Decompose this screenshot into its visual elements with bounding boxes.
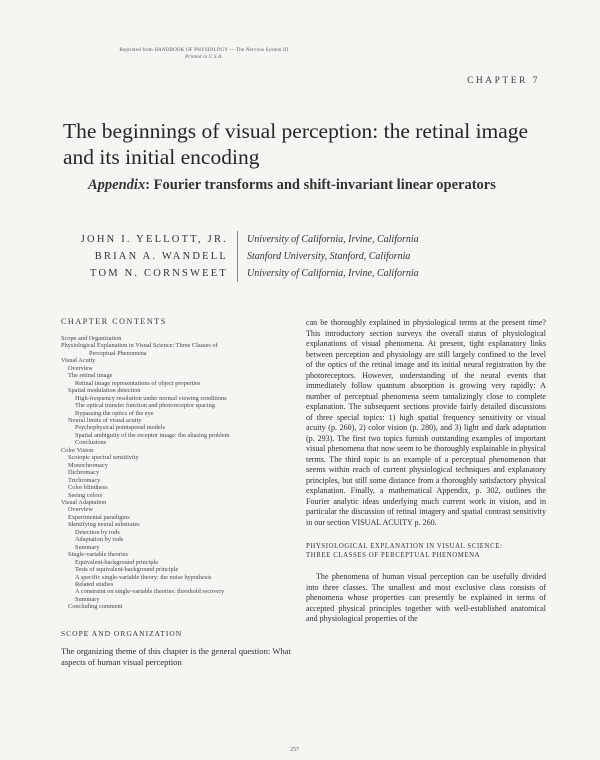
toc-item: Tests of equivalent-background principle bbox=[75, 566, 179, 574]
toc-item: Equivalent-background principle bbox=[75, 558, 159, 566]
left-column bbox=[61, 317, 291, 668]
chapter-subtitle bbox=[88, 177, 558, 194]
author-name: TOM N. CORNSWEET bbox=[60, 265, 238, 282]
toc-item: Conclusions bbox=[75, 439, 107, 447]
toc-item: Physiological Explanation in Visual Science: Three Classes of bbox=[61, 342, 218, 350]
toc-item: Identifying neural substrates bbox=[68, 521, 140, 529]
reprint-note-line1: Reprinted from HANDBOOK OF PHYSIOLOGY — The Nervous System III bbox=[119, 48, 289, 53]
chapter-label: CHAPTER 7 bbox=[467, 76, 540, 86]
toc-item: Experimental paradigms bbox=[68, 513, 130, 521]
toc-item: Overview bbox=[68, 506, 93, 514]
toc-item: Spatial ambiguity of the receptor image: the aliasing problem bbox=[75, 431, 230, 439]
toc-item: Monochromacy bbox=[68, 461, 108, 469]
toc-item: Spatial modulation detection bbox=[68, 387, 141, 395]
author-affiliation: Stanford University, Stanford, California bbox=[247, 251, 411, 262]
author-affiliation: University of California, Irvine, California bbox=[247, 234, 419, 245]
reprint-note-line2: Printed in U.S.A. bbox=[185, 55, 223, 60]
toc-item: Color Vision bbox=[61, 446, 94, 454]
toc-item: Retinal image representations of object properties bbox=[75, 379, 201, 387]
author-affiliation: University of California, Irvine, California bbox=[247, 268, 419, 279]
toc-item: Summary bbox=[75, 595, 100, 603]
toc-item: Dichromacy bbox=[68, 469, 100, 477]
toc-item: High-frequency resolution under normal viewing conditions bbox=[75, 394, 227, 402]
reprint-note bbox=[74, 47, 334, 61]
author-list bbox=[60, 231, 500, 282]
toc-item: Color blindness bbox=[68, 484, 108, 492]
chapter-title: The beginnings of visual perception: the retinal image and its initial encoding bbox=[63, 119, 529, 169]
section-heading-line2: THREE CLASSES OF PERCEPTUAL PHENOMENA bbox=[306, 552, 481, 559]
toc-item: Visual Acuity bbox=[61, 357, 96, 365]
contents-heading: CHAPTER CONTENTS bbox=[61, 317, 167, 326]
author-name: BRIAN A. WANDELL bbox=[60, 248, 238, 265]
toc-item: Single-variable theories bbox=[68, 551, 128, 559]
section-heading bbox=[306, 542, 546, 560]
toc-item: Summary bbox=[75, 543, 100, 551]
toc-item: Adaptation by rods bbox=[75, 536, 124, 544]
page-number: 257 bbox=[290, 747, 299, 753]
toc-item: Trichromacy bbox=[68, 476, 101, 484]
author-row bbox=[60, 248, 500, 265]
toc-item: Perceptual Phenomena bbox=[89, 349, 147, 357]
right-column bbox=[306, 318, 546, 633]
toc-item: Overview bbox=[68, 364, 93, 372]
scope-paragraph: The organizing theme of this chapter is the general question: What aspects of human visual perception bbox=[61, 645, 291, 667]
toc-item: Seeing colors bbox=[68, 491, 103, 499]
toc-item: Visual Adaptation bbox=[61, 498, 107, 506]
table-of-contents bbox=[61, 335, 291, 611]
toc-item: The retinal image bbox=[68, 372, 113, 380]
subtitle-appendix-word: Appendix bbox=[88, 177, 146, 193]
toc-item: A specific single-variable theory: the noise hypothesis bbox=[75, 573, 212, 581]
author-row bbox=[60, 265, 500, 282]
section-heading-line1: PHYSIOLOGICAL EXPLANATION IN VISUAL SCIENCE: bbox=[306, 543, 503, 550]
scope-heading: SCOPE AND ORGANIZATION bbox=[61, 628, 183, 638]
toc-item: Concluding comment bbox=[68, 603, 123, 611]
section-paragraph: The phenomena of human visual perception can be usefully divided into three classes. The smallest and most exclusive class consists of phenomena whose properties can presently be explained in terms of accepted physical principles together with well-established anatomical and physiological properties of the bbox=[306, 572, 546, 623]
intro-paragraph: can be thoroughly explained in physiological terms at the present time? This introductory section surveys the overall status of physiological explanations of visual phenomena. At present, tight explanatory links between perception and physiology are still largely confined to the level of the optics of the retinal image and its initial neural registration by the photoreceptors. However, understanding of the neural events that immediately follow quantum absorption is growing very rapidly: A number of perceptual phenomena seem tantalizingly close to complete explanation. The subsequent sections provide fairly detailed discussions of three special topics: 1) high spatial frequency sensitivity or visual acuity (p. 260), 2) color vision (p. 280), and 3) light and dark adaptation (p. 293). The first two topics furnish outstanding examples of important visual phenomena that now seem to be thoroughly explainable in physical terms. The third topic is an example of a perceptual phenomenon that seems within reach of current physiological techniques and explanatory principles, but still some distance from a thoroughly satisfactory physical explanation. Finally, a mathematical Appendix, p. 302, outlines the Fourier analytic ideas underlying much current work in vision, and in particular the discussion of retinal imagery and spatial contrast sensitivity in our section VISUAL ACUITY p. 260. bbox=[306, 318, 546, 527]
toc-item: Bypassing the optics of the eye bbox=[75, 409, 154, 417]
author-row bbox=[60, 231, 500, 248]
toc-item: Scope and Organization bbox=[61, 335, 122, 342]
toc-item: The optical transfer function and photoreceptor spacing bbox=[75, 402, 215, 410]
toc-item: Detection by rods bbox=[75, 528, 120, 536]
toc-item: Scotopic spectral sensitivity bbox=[68, 454, 139, 462]
toc-item: Neural limits of visual acuity bbox=[68, 416, 142, 424]
author-name: JOHN I. YELLOTT, JR. bbox=[60, 231, 238, 248]
toc-item: A constraint on single-variable theories: threshold recovery bbox=[75, 588, 225, 596]
toc-item: Related studies bbox=[75, 580, 114, 588]
subtitle-rest: : Fourier transforms and shift-invariant linear operators bbox=[145, 177, 496, 193]
toc-item: Psychophysical pointspread models bbox=[75, 424, 165, 432]
